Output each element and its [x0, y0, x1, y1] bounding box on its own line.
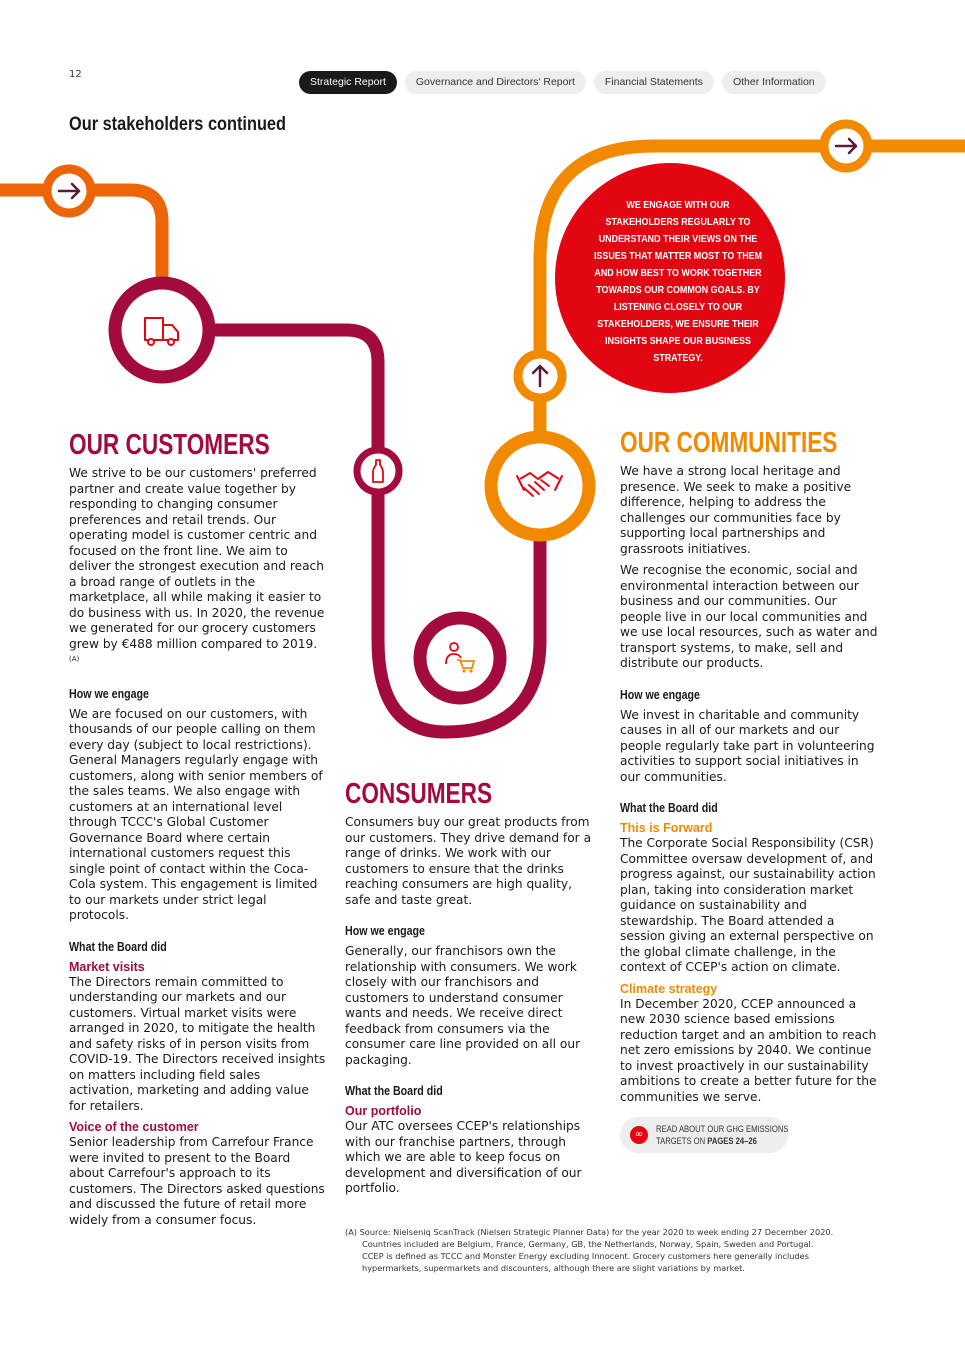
footnote-line: CCEP is defined as TCCC and Monster Energy excluding Innocent. Grocery customers here generally includes	[362, 1251, 809, 1261]
footnote-line: hypermarkets, supermarkets and discounters, although there are slight variations by market.	[362, 1263, 745, 1273]
communities-paragraph: We recognise the economic, social and environmental interaction between our business and our communities. Our people live in our local communities and we use local resources, such as water and transport systems, to make, sell and distribute our products.	[620, 563, 878, 670]
consumers-board-heading: What the Board did	[345, 1083, 443, 1098]
bottle-icon	[357, 450, 399, 492]
communities-item-text: The Corporate Social Responsibility (CSR) Committee oversaw development of, and progress against, our sustainability action plan, taking into consideration market guidance on sustainability and stewardship. The Board attended a session giving an external perspective on the global climate challenge, in the context of CCEP's action on climate.	[620, 836, 876, 974]
ghg-targets-link-text: READ ABOUT OUR GHG EMISSIONS TARGETS ON PAGES 24–26	[656, 1124, 789, 1146]
footnote-line: (A) Source: Nielseniq ScanTrack (Nielsen Strategic Planner Data) for the year 2020 to week ending 27 December 2020.	[345, 1227, 834, 1237]
consumers-heading: CONSUMERS	[345, 778, 493, 810]
communities-section	[620, 426, 878, 1153]
handshake-icon	[491, 437, 589, 535]
communities-how-text: We invest in charitable and community causes in all of our markets and our people regularly take part in volunteering activities to support social initiatives in our communities.	[620, 707, 875, 784]
arrow-right-icon[interactable]	[47, 169, 91, 213]
consumers-item-text: Our ATC oversees CCEP's relationships with our franchise partners, through which we are able to keep focus on development and diversification of our portfolio.	[345, 1119, 582, 1195]
communities-paragraph: We have a strong local heritage and presence. We seek to make a positive difference, helping to address the challenges our communities face by supporting local partnerships and grassroots initiatives.	[620, 464, 852, 556]
communities-how-heading: How we engage	[620, 686, 700, 702]
customers-item-text: Senior leadership from Carrefour France were invited to present to the Board about Carrefour's approach to its customers. The Directors asked questions and discussed the future of retail more widely from a consumer focus.	[69, 1135, 325, 1227]
footnote-ref: (A)	[69, 655, 80, 663]
tab-governance[interactable]: Governance and Directors' Report	[405, 71, 586, 94]
tab-financial-statements[interactable]: Financial Statements	[594, 71, 714, 94]
communities-item-title: Climate strategy	[620, 981, 718, 996]
customers-item-text: The Directors remain committed to understanding our markets and our customers. Virtual market visits were arranged in 2020, to mitigate the health and safety risks of in person visits from COVID-19. The Directors received insights on matters including field sales activation, marketing and adding value for retailers.	[69, 974, 326, 1113]
customers-how-text: We are focused on our customers, with thousands of our people calling on them every day (subject to local restrictions). General Managers regularly engage with customers, along with senior members of the sales teams. We also engage with customers at an international level through TCCC's Global Customer Governance Board where certain international customers request this single point of contact within the Coca-Cola system. This engagement is limited to our markets under strict legal protocols.	[69, 706, 323, 923]
footnote-line: Countries included are Belgium, France, Germany, GB, the Netherlands, Norway, Spain, Sweden and Portugal.	[362, 1239, 814, 1249]
customers-section	[69, 428, 327, 1234]
footnote	[345, 1226, 905, 1274]
engagement-bubble-text: WE ENGAGE WITH OUR STAKEHOLDERS REGULARLY TO UNDERSTAND THEIR VIEWS ON THE ISSUES THAT MATTER MOST TO THEM AND HOW BEST TO WORK TOGETHER TOWARDS OUR COMMON GOALS. BY LISTENING CLOSELY TO OUR STAKEHOLDERS, WE ENSURE THEIR INSIGHTS SHAPE OUR BUSINESS STRATEGY.	[593, 199, 763, 364]
customers-item-title: Voice of the customer	[69, 1120, 199, 1135]
customers-item-title: Market visits	[69, 959, 145, 974]
consumers-how-text: Generally, our franchisors own the relationship with consumers. We work closely with our franchisors and customers to understand consumer wants and needs. We receive direct feedback from consumers via the consumer care line provided on all our packaging.	[345, 944, 581, 1067]
consumers-section	[345, 777, 600, 1203]
communities-board-heading: What the Board did	[620, 800, 718, 815]
ghg-targets-link[interactable]	[620, 1117, 788, 1153]
customers-board-heading: What the Board did	[69, 938, 167, 954]
consumers-how-heading: How we engage	[345, 923, 425, 938]
delivery-truck-icon	[115, 283, 209, 377]
tab-strategic-report[interactable]: Strategic Report	[299, 71, 397, 94]
page-number: 12	[69, 69, 82, 80]
arrow-up-icon[interactable]	[518, 354, 562, 398]
tab-other-information[interactable]: Other Information	[722, 71, 826, 94]
arrow-right-icon[interactable]	[824, 124, 868, 168]
communities-item-title: This is Forward	[620, 821, 713, 835]
customers-heading: OUR CUSTOMERS	[69, 429, 270, 461]
link-icon: ∞	[630, 1126, 648, 1144]
customers-intro: We strive to be our customers' preferred partner and create value together by responding to changing consumer preferences and retail trends. Our operating model is customer centric and focused on the front line. We aim to deliver the strongest execution and reach a broad range of outlets in the marketplace, all while making it easier to do business with us. In 2020, the revenue we generated for our grocery customers grew by €488 million compared to 2019.$^{(A)}$	[69, 466, 325, 663]
customers-how-heading: How we engage	[69, 685, 149, 701]
shopper-cart-icon	[420, 618, 500, 698]
communities-heading: OUR COMMUNITIES	[620, 427, 838, 459]
page-title: Our stakeholders continued	[69, 114, 287, 135]
communities-item-text: In December 2020, CCEP announced a new 2030 science based emissions reduction target and an ambition to reach net zero emissions by 2040. We continue to invest proactively in our sustainability ambitions to create a better future for the communities we serve.	[620, 996, 877, 1104]
consumers-intro: Consumers buy our great products from our customers. They drive demand for a range of drinks. We work with our customers to ensure that the drinks reaching consumers are high quality, safe and taste great.	[345, 815, 592, 907]
consumers-item-title: Our portfolio	[345, 1104, 422, 1118]
